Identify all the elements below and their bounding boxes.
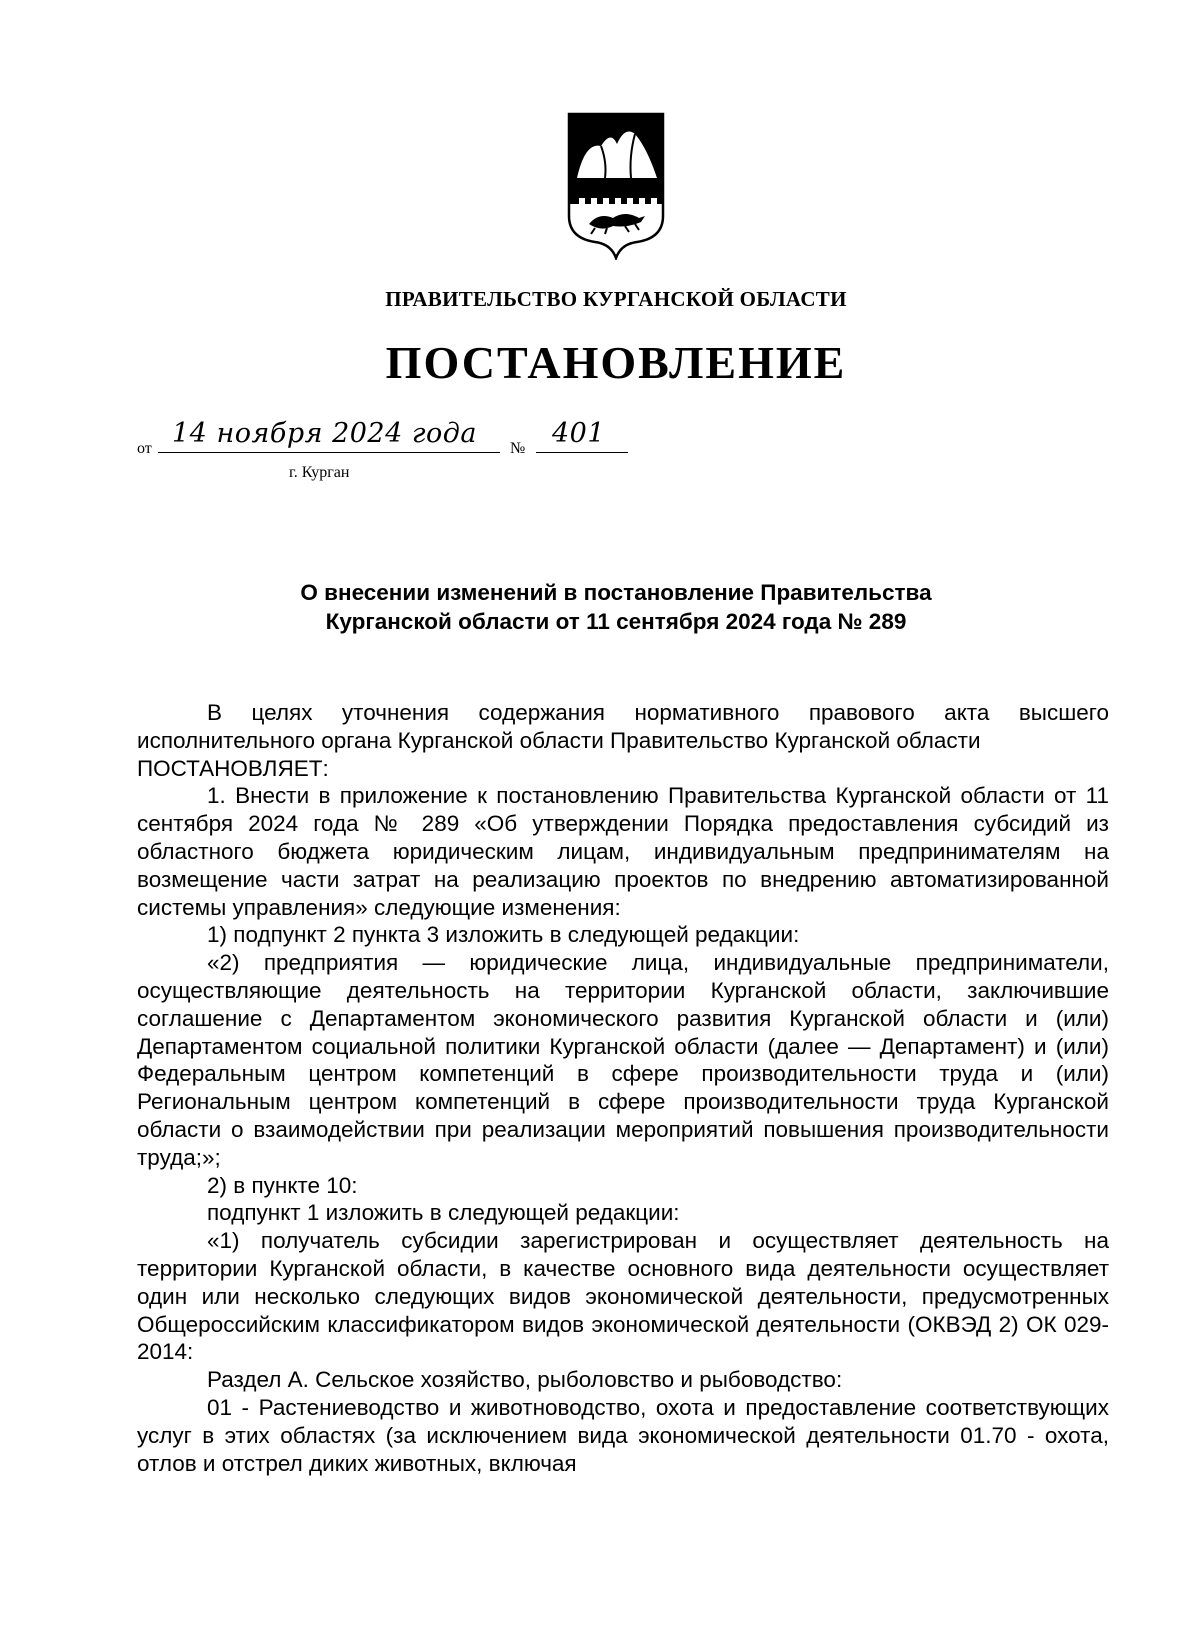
paragraph-code-01: 01 - Растениеводство и животноводство, охота и предоставление соответствующих услуг в этих областях (за исключением вида экономической деятельности 01.70 - охота, отлов и отстрел диких животных, включая (137, 1394, 1109, 1476)
paragraph-preamble: В целях уточнения содержания нормативного правового акта высшего исполнительного органа Курганской области Правительство Курганской области (137, 700, 1109, 753)
number-prefix: № (510, 440, 526, 457)
coat-of-arms-emblem (567, 112, 665, 260)
document-type-title: ПОСТАНОВЛЕНИЕ (385, 337, 847, 388)
document-body (137, 699, 1109, 1477)
date-prefix: от (137, 440, 152, 457)
subject-line-1: О внесении изменений в постановление Правительства (300, 580, 932, 605)
date-handwritten: 14 ноября 2024 года (172, 418, 477, 449)
paragraph-quote-2: «2) предприятия — юридические лица, индивидуальные предприниматели, осуществляющие деятельность на территории Курганской области, заключившие соглашение с Департаментом экономического развития Курганской области и (или) Департаментом социальной политики Курганской области (далее — Департамент) и (или) Федеральным центром компетенций в сфере производительности труда и (или) Региональным центром компетенций в сфере производительности труда Курганской области о взаимодействии при реализации мероприятий повышения производительности труда;»; (137, 950, 1109, 1170)
number-handwritten: 401 (552, 418, 606, 449)
paragraph-subitem-1: 1) подпункт 2 пункта 3 изложить в следующей редакции: (207, 922, 800, 948)
document-subject (0, 578, 1200, 636)
city-name: г. Курган (289, 464, 350, 481)
organization-name: ПРАВИТЕЛЬСТВО КУРГАНСКОЙ ОБЛАСТИ (385, 287, 847, 311)
paragraph-subpoint-1: подпункт 1 изложить в следующей редакции: (207, 1200, 680, 1226)
paragraph-item-1: 1. Внести в приложение к постановлению Правительства Курганской области от 11 сентября 2024 года № 289 «Об утверждении Порядка предоставления субсидий из областного бюджета юридическим лицам, индивидуальным предпринимателям на возмещение части затрат на реализацию проектов по внедрению автоматизированной системы управления» следующие изменения: (137, 783, 1109, 920)
paragraph-section-a: Раздел А. Сельское хозяйство, рыболовство и рыбоводство: (207, 1367, 843, 1393)
paragraph-quote-1: «1) получатель субсидии зарегистрирован и осуществляет деятельность на территории Курганской области, в качестве основного вида деятельности осуществляет один или несколько следующих видов экономической деятельности, предусмотренных Общероссийским классификатором видов экономической деятельности (ОКВЭД 2) ОК 029-2014: (137, 1228, 1109, 1365)
paragraph-resolves: ПОСТАНОВЛЯЕТ: (137, 755, 329, 781)
subject-line-2: Курганской области от 11 сентября 2024 года № 289 (325, 609, 907, 634)
number-underline (536, 452, 628, 453)
date-underline (158, 452, 500, 453)
paragraph-subitem-2: 2) в пункте 10: (207, 1172, 358, 1198)
